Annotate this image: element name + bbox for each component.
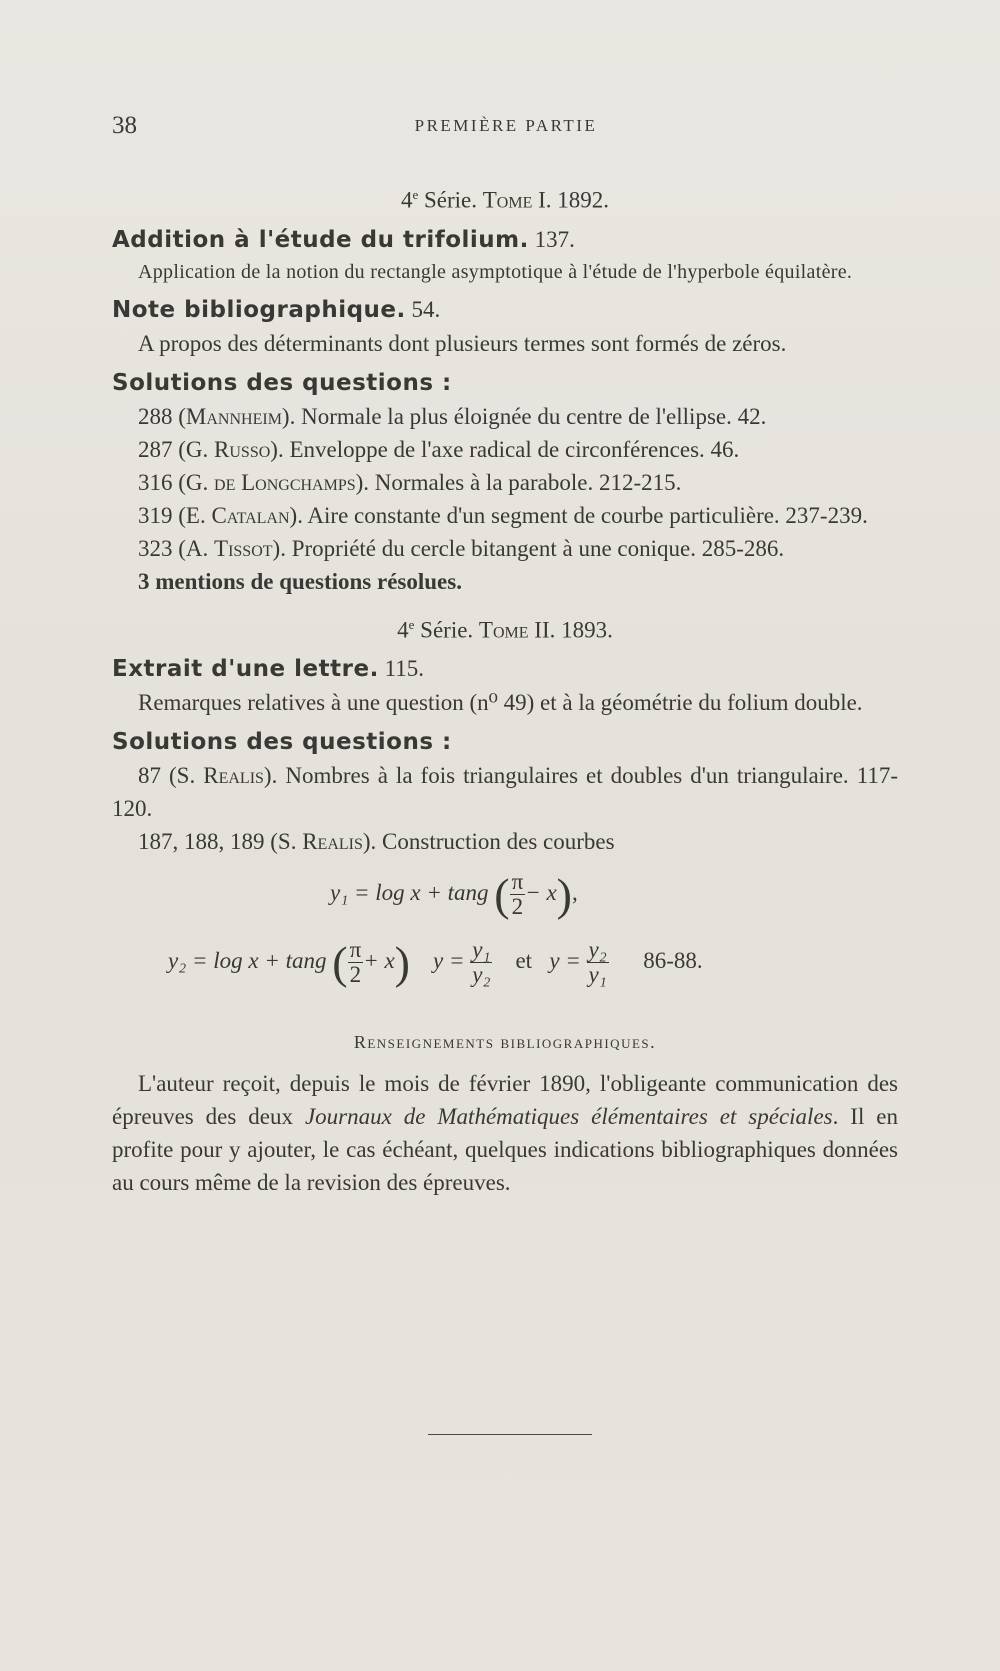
list-item xyxy=(112,400,898,433)
solutions-title-2: Solutions des questions : xyxy=(112,729,452,756)
series-label: Série. xyxy=(418,187,483,213)
formula-2-lhs: y₂ = log x + tang xyxy=(168,948,327,974)
page-content xyxy=(112,168,898,1199)
formula-1 xyxy=(112,858,898,928)
page-number: 38 xyxy=(112,112,137,139)
list-item xyxy=(112,532,898,565)
item-author: Realis xyxy=(203,763,264,789)
item-number: 287 (G. xyxy=(138,436,215,462)
tome-number: I. 1892. xyxy=(532,187,610,213)
fraction-numerator: y₁ xyxy=(472,937,491,963)
addition-title: Addition à l'étude du trifolium. xyxy=(112,226,529,253)
open-paren: ( xyxy=(332,937,348,989)
item-text: ). Propriété du cercle bitangent à une conique. 285-286. xyxy=(272,535,785,561)
fraction-denominator: 2 xyxy=(511,894,524,920)
item-text: ). Normale la plus éloignée du centre de l'ellipse. 42. xyxy=(281,403,767,429)
series-sup: e xyxy=(408,616,415,632)
item-text: ). Enveloppe de l'axe radical de circonférences. 46. xyxy=(270,436,740,462)
extrait-heading xyxy=(112,652,898,686)
note-title: Note bibliographique. xyxy=(112,296,406,323)
fraction-denominator: y₂ xyxy=(472,962,491,988)
extrait-title: Extrait d'une lettre. xyxy=(112,656,379,683)
formula-2 xyxy=(112,928,898,1006)
addition-heading xyxy=(112,223,898,257)
item-text: ). Normales à la parabole. 212-215. xyxy=(355,469,682,495)
note-ref: 54. xyxy=(405,296,441,322)
running-title: PREMIÈRE PARTIE xyxy=(414,116,598,135)
list-item xyxy=(112,433,898,466)
item-number: 319 (E. xyxy=(138,502,212,528)
formula-comma: , xyxy=(572,880,578,906)
series-sup: e xyxy=(412,187,419,202)
formula-1-lhs: y₁ = log x + tang xyxy=(330,880,489,906)
item-author: Realis xyxy=(302,829,363,855)
minus-x: − x xyxy=(525,880,557,906)
item-text: ). Nombres à la fois triangulaires et doubles d'un triangulaire. 117-120. xyxy=(112,763,898,822)
item-author: de Longchamps xyxy=(214,469,356,495)
fraction-denominator: y₁ xyxy=(588,962,607,988)
journal-title: Journaux de Mathématiques élémentaires et spéciales xyxy=(304,1104,833,1130)
conjunction-et: et xyxy=(515,948,533,974)
item-author: Mannheim xyxy=(185,403,282,429)
series-heading-1 xyxy=(112,178,898,217)
solutions-list-1 xyxy=(112,400,898,565)
renseignements-paragraph xyxy=(112,1067,898,1199)
series-number: 4 xyxy=(397,617,409,643)
series-label: Série. xyxy=(414,617,479,643)
tome-label: Tome xyxy=(482,187,533,213)
fraction-y2-over-y1 xyxy=(587,938,609,987)
item-number: 323 (A. xyxy=(138,535,215,561)
tome-number: II. 1893. xyxy=(528,617,613,643)
addition-description: Application de la notion du rectangle asymptotique à l'étude de l'hyperbole équilatère. xyxy=(138,260,853,283)
item-text: ). Aire constante d'un segment de courbe particulière. 237-239. xyxy=(289,502,868,528)
note-heading xyxy=(112,293,898,327)
item-author: Catalan xyxy=(211,502,290,528)
series-heading-2 xyxy=(112,608,898,647)
series-number: 4 xyxy=(400,187,413,213)
item-author: Russo xyxy=(214,436,271,462)
list-item xyxy=(112,466,898,499)
close-paren: ) xyxy=(394,937,410,989)
item-number: 288 ( xyxy=(138,403,186,429)
formula-2-expression xyxy=(168,936,703,989)
note-description: A propos des déterminants dont plusieurs termes sont formés de zéros. xyxy=(138,330,787,356)
formula-refs: 86-88. xyxy=(643,948,703,974)
close-paren: ) xyxy=(556,869,572,921)
renseignements-title: Renseignements bibliographiques. xyxy=(353,1032,657,1053)
open-paren: ( xyxy=(494,869,510,921)
fraction-denominator: 2 xyxy=(349,962,362,988)
extrait-ref: 115. xyxy=(378,656,424,682)
fraction-numerator: π xyxy=(511,869,524,895)
y-equals-2: y = xyxy=(549,948,581,974)
formula-1-expression xyxy=(330,868,578,921)
list-item xyxy=(112,825,898,858)
solutions-title-1: Solutions des questions : xyxy=(112,369,452,396)
fraction-numerator: y₂ xyxy=(588,937,607,963)
item-text: ). Construction des courbes xyxy=(362,829,615,855)
tome-label: Tome xyxy=(478,617,529,643)
fraction-pi-over-2 xyxy=(348,938,364,987)
y-equals-1: y = xyxy=(433,948,465,974)
list-item xyxy=(112,499,898,532)
fraction-numerator: π xyxy=(349,937,362,963)
fraction-pi-over-2 xyxy=(510,870,526,919)
renseignements-text-a: L'auteur reçoit, depuis le mois de février 1890, l'obligeante communication des épreuves des deux xyxy=(112,1071,898,1130)
closing-rule xyxy=(428,1434,592,1435)
renseignements-text-b: . Il en profite pour y ajouter, le cas échéant, quelques indications bibliographiques données au cours même de la revision des épreuves. xyxy=(112,1104,899,1196)
extrait-description: Remarques relatives à une question (n⁰ 49) et à la géométrie du folium double. xyxy=(138,690,863,716)
solutions-heading-1 xyxy=(112,366,898,400)
list-item xyxy=(112,759,898,825)
plus-x: + x xyxy=(363,948,395,974)
solutions-heading-2 xyxy=(112,725,898,759)
item-author: Tissot xyxy=(214,535,273,561)
addition-ref: 137. xyxy=(528,226,575,252)
fraction-y1-over-y2 xyxy=(470,938,492,987)
running-header xyxy=(112,112,900,142)
item-number: 87 (S. xyxy=(138,763,204,789)
item-number: 316 (G. xyxy=(138,469,215,495)
item-number: 187, 188, 189 (S. xyxy=(138,829,303,855)
mentions-line: 3 mentions de questions résolues. xyxy=(138,568,462,594)
